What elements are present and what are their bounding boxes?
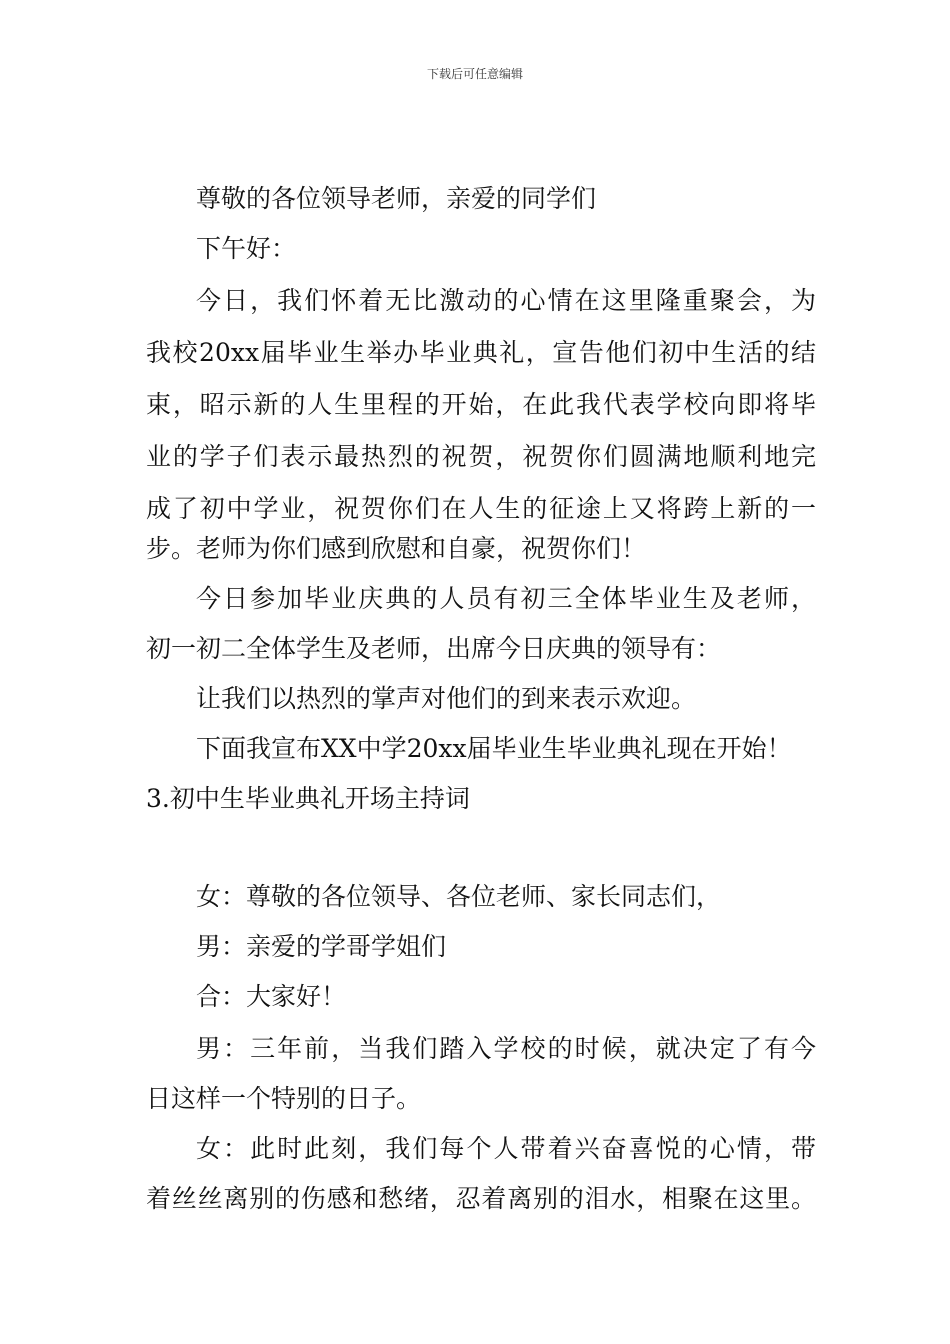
section-heading: 3.初中生毕业典礼开场主持词: [146, 784, 470, 813]
paragraph-line: 步。老师为你们感到欣慰和自豪，祝贺你们！: [146, 534, 647, 563]
paragraph-line: 业的学子们表示最热烈的祝贺，祝贺你们圆满地顺利地完: [146, 442, 816, 471]
paragraph-line: 束，昭示新的人生里程的开始，在此我代表学校向即将毕: [146, 390, 816, 419]
dialogue-line: 合：大家好！: [196, 982, 347, 1011]
dialogue-line: 日这样一个特别的日子。: [146, 1084, 422, 1113]
dialogue-line: 着丝丝离别的伤感和愁绪，忍着离别的泪水，相聚在这里。: [146, 1184, 816, 1213]
greeting: 下午好：: [196, 234, 297, 263]
page-header: 下载后可任意编辑: [426, 67, 523, 81]
paragraph-line: 让我们以热烈的掌声对他们的到来表示欢迎。: [196, 684, 697, 713]
salutation: 尊敬的各位领导老师，亲爱的同学们: [196, 184, 597, 213]
paragraph-line: 成了初中学业，祝贺你们在人生的征途上又将跨上新的一: [146, 494, 816, 523]
dialogue-line: 女：尊敬的各位领导、各位老师、家长同志们，: [196, 882, 722, 911]
dialogue-line: 女：此时此刻，我们每个人带着兴奋喜悦的心情，带: [196, 1134, 816, 1163]
paragraph-line: 今日，我们怀着无比激动的心情在这里隆重聚会，为: [196, 286, 816, 315]
dialogue-line: 男：亲爱的学哥学姐们: [196, 932, 447, 961]
paragraph-line: 我校20xx届毕业生举办毕业典礼，宣告他们初中生活的结: [146, 338, 816, 367]
paragraph-line: 下面我宣布XX中学20xx届毕业生毕业典礼现在开始！: [196, 734, 792, 763]
paragraph-line: 今日参加毕业庆典的人员有初三全体毕业生及老师，: [196, 584, 816, 613]
paragraph-line: 初一初二全体学生及老师，出席今日庆典的领导有：: [146, 634, 722, 663]
dialogue-line: 男：三年前，当我们踏入学校的时候，就决定了有今: [196, 1034, 816, 1063]
